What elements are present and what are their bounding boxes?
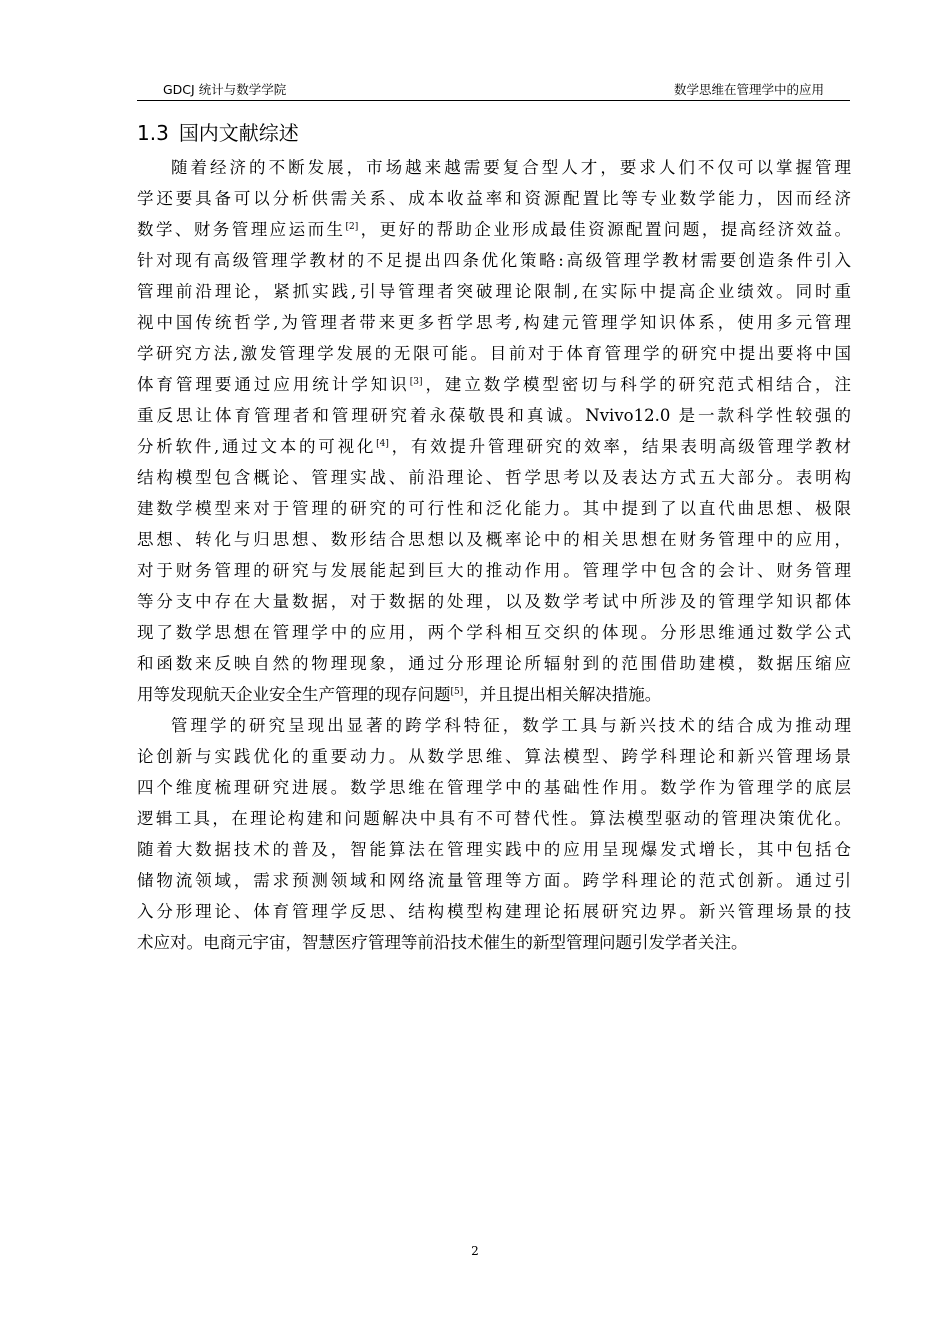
text-line bbox=[137, 865, 851, 896]
text-run: 逻辑工具，在理论构建和问题解决中具有不可替代性。算法模型驱动的管理决策优化。 bbox=[137, 809, 851, 828]
text-run: 对于财务管理的研究与发展能起到巨大的推动作用。管理学中包含的会计、财务管理 bbox=[137, 561, 851, 580]
text-run: ，更好的帮助企业形成最佳资源配置问题，提高经济效益。 bbox=[358, 220, 852, 239]
text-run: 随着大数据技术的普及，智能算法在管理实践中的应用呈现爆发式增长，其中包括仓 bbox=[137, 840, 851, 859]
body-text bbox=[137, 152, 851, 958]
text-line bbox=[137, 896, 851, 927]
text-line bbox=[137, 183, 851, 214]
text-run: 入分形理论、体育管理学反思、结构模型构建理论拓展研究边界。新兴管理场景的技 bbox=[137, 902, 851, 921]
text-run: 管理学的研究呈现出显著的跨学科特征，数学工具与新兴技术的结合成为推动理 bbox=[171, 716, 851, 735]
text-line bbox=[137, 276, 851, 307]
text-line bbox=[137, 834, 851, 865]
text-line bbox=[137, 772, 851, 803]
text-run: 论创新与实践优化的重要动力。从数学思维、算法模型、跨学科理论和新兴管理场景 bbox=[137, 747, 851, 766]
text-line bbox=[137, 648, 851, 679]
section-title-text: 国内文献综述 bbox=[178, 121, 299, 145]
text-run: 思想、转化与归思想、数形结合思想以及概率论中的相关思想在财务管理中的应用， bbox=[137, 530, 851, 549]
text-run: 视中国传统哲学,为管理者带来更多哲学思考,构建元管理学知识体系，使用多元管理 bbox=[137, 313, 851, 332]
text-line bbox=[137, 493, 851, 524]
text-run: 学还要具备可以分析供需关系、成本收益率和资源配置比等专业数学能力，因而经济 bbox=[137, 189, 851, 208]
text-run: ，建立数学模型密切与科学的研究范式相结合，注 bbox=[422, 375, 852, 394]
text-run: 数学、财务管理应运而生 bbox=[137, 220, 346, 239]
text-line bbox=[137, 710, 851, 741]
text-run: 等分支中存在大量数据，对于数据的处理，以及数学考试中所涉及的管理学知识都体 bbox=[137, 592, 851, 611]
text-run: 和函数来反映自然的物理现象，通过分形理论所辐射到的范围借助建模，数据压缩应 bbox=[137, 654, 851, 673]
text-line bbox=[137, 338, 851, 369]
section-number: 1.3 bbox=[137, 121, 169, 145]
citation-ref: [5] bbox=[450, 687, 464, 697]
paragraph bbox=[137, 710, 851, 958]
text-run: ，有效提升管理研究的效率，结果表明高级管理学教材 bbox=[388, 437, 852, 456]
text-run: 管理前沿理论，紧抓实践,引导管理者突破理论限制,在实际中提高企业绩效。同时重 bbox=[137, 282, 851, 301]
text-run: 随着经济的不断发展，市场越来越需要复合型人才，要求人们不仅可以掌握管理 bbox=[171, 158, 851, 177]
text-run: 用等发现航天企业安全生产管理的现存问题 bbox=[137, 685, 451, 704]
text-run: 针对现有高级管理学教材的不足提出四条优化策略:高级管理学教材需要创造条件引入 bbox=[137, 251, 851, 270]
text-line bbox=[137, 462, 851, 493]
section-heading bbox=[137, 117, 299, 146]
text-line bbox=[137, 400, 851, 431]
text-run: 结构模型包含概论、管理实战、前沿理论、哲学思考以及表达方式五大部分。表明构 bbox=[137, 468, 851, 487]
text-run: 储物流领域，需求预测领域和网络流量管理等方面。跨学科理论的范式创新。通过引 bbox=[137, 871, 851, 890]
text-run: ，并且提出相关解决措施。 bbox=[463, 685, 662, 704]
text-run: 现了数学思想在管理学中的应用，两个学科相互交织的体现。分形思维通过数学公式 bbox=[137, 623, 851, 642]
text-line bbox=[137, 152, 851, 183]
text-run: 术应对。电商元宇宙，智慧医疗管理等前沿技术催生的新型管理问题引发学者关注。 bbox=[137, 933, 748, 952]
text-run: 分析软件,通过文本的可视化 bbox=[137, 437, 377, 456]
text-line bbox=[137, 741, 851, 772]
text-line bbox=[137, 307, 851, 338]
text-run: 体育管理要通过应用统计学知识 bbox=[137, 375, 410, 394]
text-line bbox=[137, 927, 851, 958]
text-line bbox=[137, 431, 851, 462]
text-line bbox=[137, 214, 851, 245]
text-line bbox=[137, 524, 851, 555]
running-header bbox=[137, 78, 850, 101]
text-run: 重反思让体育管理者和管理研究着永葆敬畏和真诚。Nvivo12.0 是一款科学性较强的 bbox=[137, 406, 851, 425]
header-paper-title: 数学思维在管理学中的应用 bbox=[673, 82, 824, 97]
text-line bbox=[137, 679, 851, 710]
citation-ref: [3] bbox=[409, 377, 423, 387]
text-line bbox=[137, 586, 851, 617]
page-number: 2 bbox=[471, 1244, 479, 1258]
text-line bbox=[137, 369, 851, 400]
text-line bbox=[137, 245, 851, 276]
citation-ref: [4] bbox=[376, 439, 389, 449]
text-line bbox=[137, 617, 851, 648]
text-line bbox=[137, 555, 851, 586]
text-run: 四个维度梳理研究进展。数学思维在管理学中的基础性作用。数学作为管理学的底层 bbox=[137, 778, 851, 797]
text-run: 建数学模型来对于管理的研究的可行性和泛化能力。其中提到了以直代曲思想、极限 bbox=[137, 499, 851, 518]
paragraph bbox=[137, 152, 851, 710]
text-line bbox=[137, 803, 851, 834]
citation-ref: [2] bbox=[345, 222, 359, 232]
text-run: 学研究方法,激发管理学发展的无限可能。目前对于体育管理学的研究中提出要将中国 bbox=[137, 344, 851, 363]
header-institution: GDCJ 统计与数学学院 bbox=[163, 82, 287, 97]
